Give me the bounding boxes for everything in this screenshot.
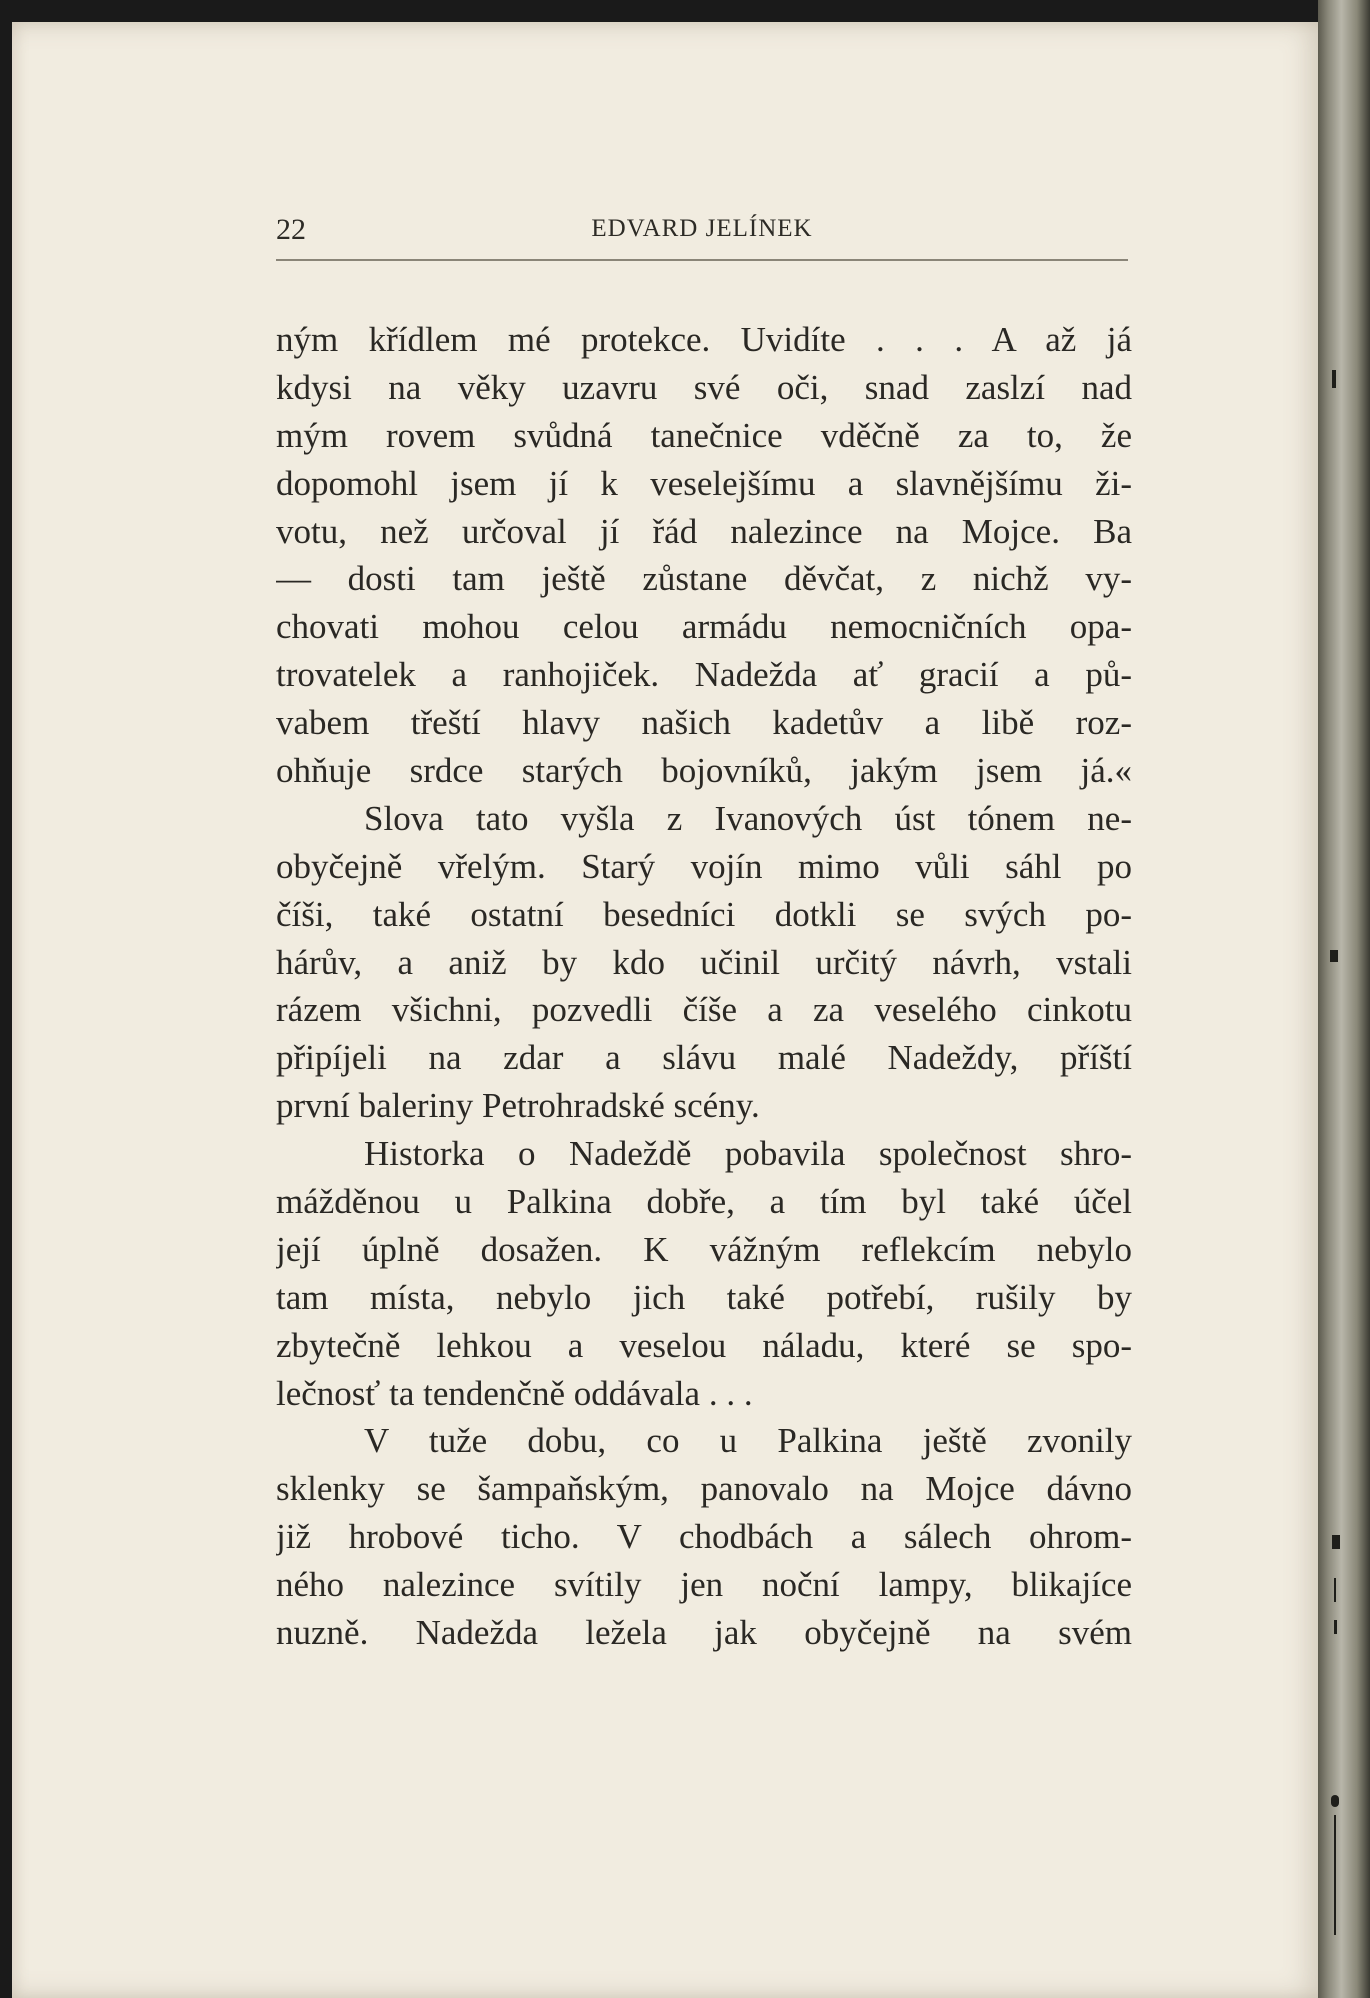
- text-line: hárův, a aniž by kdo učinil určitý návrh, vstali: [276, 942, 1132, 982]
- text-line: ohňuje srdce starých bojovníků, jakým jsem já.«: [276, 751, 1132, 791]
- text-line: V tuže dobu, co u Palkina ještě zvonily: [364, 1421, 1132, 1461]
- binding-mark: [1331, 1795, 1339, 1807]
- text-line: trovatelek a ranhojiček. Nadežda ať gracií a pů-: [276, 655, 1132, 695]
- running-title-author: EDVARD JELÍNEK: [591, 215, 813, 242]
- text-line: první baleriny Petrohradské scény.: [276, 1086, 760, 1126]
- text-line: dopomohl jsem jí k veselejšímu a slavnějšímu ži-: [276, 463, 1132, 503]
- text-line: mým rovem svůdná tanečnice vděčně za to, že: [276, 415, 1132, 455]
- text-line: ným křídlem mé protekce. Uvidíte . . . A až já: [276, 320, 1132, 359]
- text-line: Slova tato vyšla z Ivanových úst tónem ne-: [364, 798, 1132, 838]
- page-number: 22: [276, 213, 306, 246]
- binding-mark: [1334, 1620, 1337, 1634]
- text-line: sklenky se šampaňským, panovalo na Mojce dávno: [276, 1469, 1132, 1509]
- book-spine-edge: [1318, 0, 1370, 1998]
- binding-mark: [1334, 1578, 1336, 1602]
- text-line: číši, také ostatní besedníci dotkli se svých po-: [276, 894, 1132, 934]
- text-line: chovati mohou celou armádu nemocničních opa-: [276, 607, 1132, 647]
- text-line: již hrobové ticho. V chodbách a sálech ohrom-: [276, 1517, 1132, 1557]
- text-line: její úplně dosažen. K vážným reflekcím nebylo: [276, 1229, 1132, 1269]
- running-header: [276, 205, 1128, 261]
- text-line: tam místa, nebylo jich také potřebí, rušily by: [276, 1277, 1132, 1317]
- text-line: votu, než určoval jí řád nalezince na Mojce. Ba: [276, 511, 1132, 551]
- text-line: zbytečně lehkou a veselou náladu, které se spo-: [276, 1325, 1132, 1365]
- text-line: mážděnou u Palkina dobře, a tím byl také účel: [276, 1182, 1132, 1222]
- text-line: nuzně. Nadežda ležela jak obyčejně na svém: [276, 1613, 1132, 1653]
- text-line: rázem všichni, pozvedli číše a za veselého cinkotu: [276, 990, 1132, 1030]
- binding-mark: [1330, 950, 1338, 962]
- text-line: — dosti tam ještě zůstane děvčat, z nichž vy-: [276, 559, 1132, 599]
- text-line: vabem třeští hlavy našich kadetův a libě roz-: [276, 703, 1132, 743]
- binding-mark: [1332, 370, 1336, 388]
- text-line: ného nalezince svítily jen noční lampy, blikajíce: [276, 1565, 1132, 1605]
- binding-mark: [1334, 1815, 1336, 1935]
- text-line: Historka o Nadeždě pobavila společnost shro-: [364, 1134, 1132, 1174]
- text-line: lečnosť ta tendenčně oddávala . . .: [276, 1373, 753, 1413]
- body-text: [276, 316, 1132, 1657]
- text-line: obyčejně vřelým. Starý vojín mimo vůli sáhl po: [276, 846, 1132, 886]
- text-line: připíjeli na zdar a slávu malé Nadeždy, příští: [276, 1038, 1132, 1078]
- text-line: kdysi na věky uzavru své oči, snad zaslzí nad: [276, 367, 1132, 407]
- binding-mark: [1332, 1535, 1340, 1549]
